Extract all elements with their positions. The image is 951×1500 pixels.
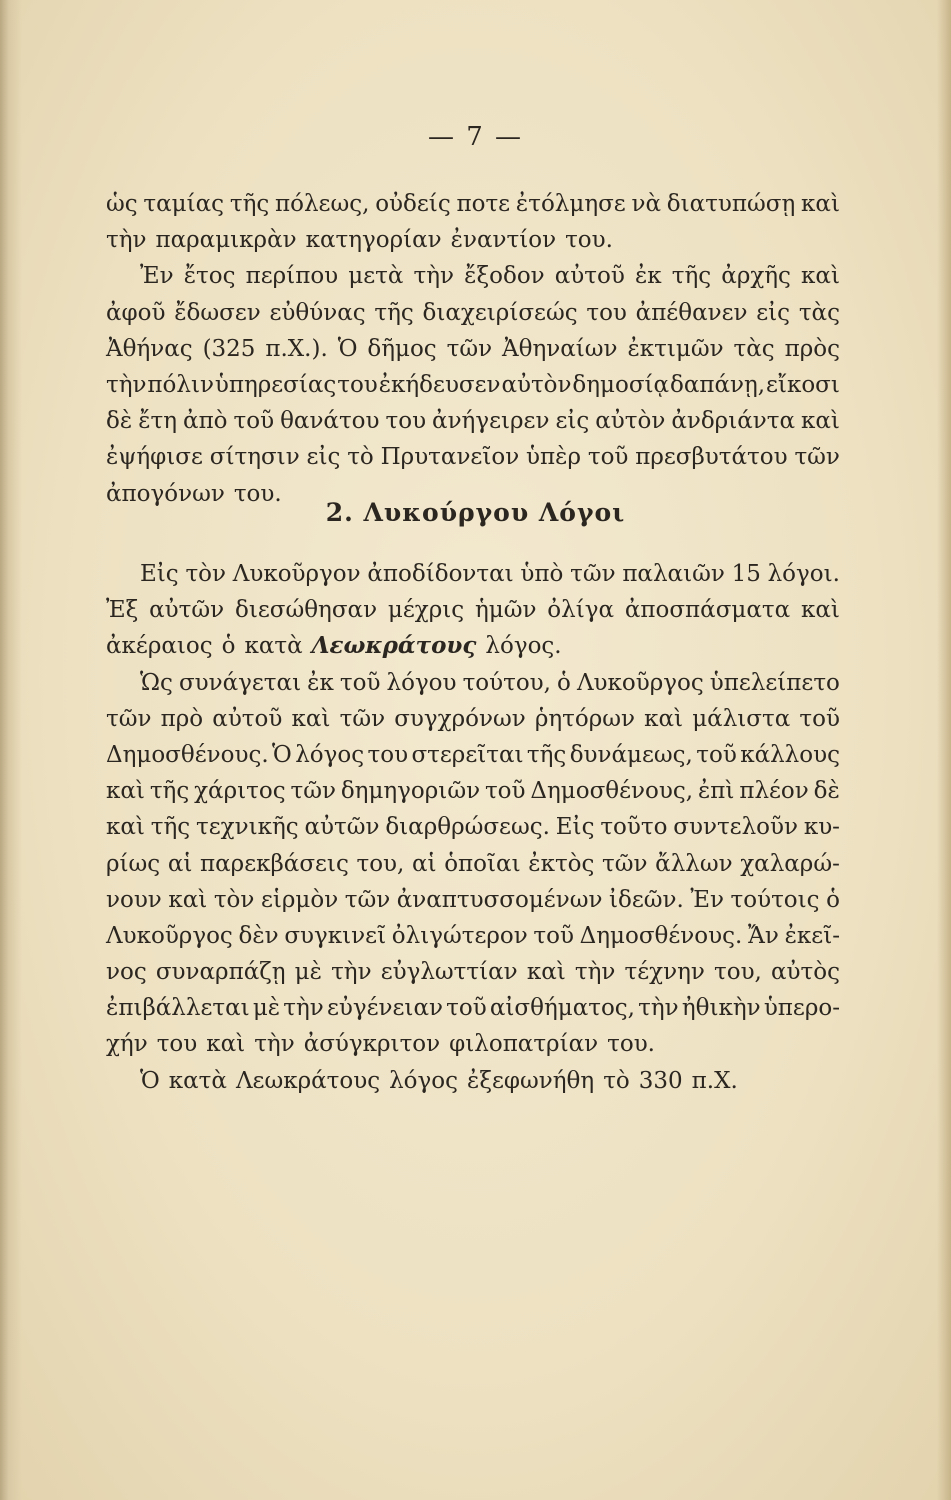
section-body <box>106 556 840 1099</box>
text-line: τὴν παραμικρὰν κατηγορίαν ἐναντίον του. <box>106 227 613 254</box>
text-line: Ἀθήνας (325 π.Χ.). Ὁ δῆμος τῶν Ἀθηναίων ἐκτιμῶν τὰς πρὸς <box>106 335 840 362</box>
text-line: νος συναρπάζῃ μὲ τὴν εὐγλωττίαν καὶ τὴν τέχνην του, αὐτὸς <box>106 959 840 986</box>
text-line: ὡς ταμίας τῆς πόλεως, οὐδείς ποτε ἐτόλμησε νὰ διατυπώσῃ καὶ <box>106 191 840 217</box>
text-line: Λυκοῦργος δὲν συγκινεῖ ὀλιγώτερον τοῦ Δημοσθένους. Ἄν ἐκεῖ- <box>106 922 840 949</box>
page-left-edge-shadow <box>0 0 22 1500</box>
text-line: Ὡς συνάγεται ἐκ τοῦ λόγου τούτου, ὁ Λυκοῦργος ὑπελείπετο <box>140 669 840 696</box>
text-line: τὴν πόλιν ὑπηρεσίας του ἐκήδευσεν αὐτὸν δημοσίᾳ δαπάνῃ, εἴκοσι <box>106 371 840 398</box>
text-line: καὶ τῆς χάριτος τῶν δημηγοριῶν τοῦ Δημοσθένους, ἐπὶ πλέον δὲ <box>106 778 840 805</box>
text-line: δὲ ἔτη ἀπὸ τοῦ θανάτου του ἀνήγειρεν εἰς αὐτὸν ἀνδριάντα καὶ <box>106 408 840 435</box>
text-line: ἀπογόνων του. <box>106 480 282 507</box>
page-number: — 7 — <box>427 122 524 152</box>
text-line: Ὁ κατὰ Λεωκράτους λόγος ἐξεφωνήθη τὸ 330 π.Χ. <box>140 1067 738 1094</box>
text-line: ἐψήφισε σίτησιν εἰς τὸ Πρυτανεῖον ὑπὲρ τοῦ πρεσβυτάτου τῶν <box>106 444 840 471</box>
text-line: τῶν πρὸ αὐτοῦ καὶ τῶν συγχρόνων ῥητόρων καὶ μάλιστα τοῦ <box>106 705 840 732</box>
text-line: καὶ τῆς τεχνικῆς αὐτῶν διαρθρώσεως. Εἰς τοῦτο συντελοῦν κυ- <box>106 814 840 841</box>
text-line: Ἐν ἔτος περίπου μετὰ τὴν ἔξοδον αὐτοῦ ἐκ τῆς ἀρχῆς καὶ <box>140 263 840 290</box>
paragraph-biography-end <box>106 186 840 512</box>
page-right-edge-shadow <box>937 0 951 1500</box>
text-line: Εἰς τὸν Λυκοῦργον ἀποδίδονται ὑπὸ τῶν παλαιῶν 15 λόγοι. <box>140 561 840 587</box>
text-line: νουν καὶ τὸν εἱρμὸν τῶν ἀναπτυσσομένων ἰδεῶν. Ἐν τούτοις ὁ <box>106 886 840 913</box>
text-line: Ἐξ αὐτῶν διεσώθησαν μέχρις ἡμῶν ὀλίγα ἀποσπάσματα καὶ <box>106 597 840 624</box>
text-line: ἐπιβάλλεται μὲ τὴν εὐγένειαν τοῦ αἰσθήματος, τὴν ἠθικὴν ὑπερο- <box>106 995 840 1022</box>
text-line: ἀκέραιος ὁ κατὰ Λεωκράτους λόγος. <box>106 628 840 664</box>
text-line: ρίως αἱ παρεκβάσεις του, αἱ ὁποῖαι ἐκτὸς τῶν ἄλλων χαλαρώ- <box>106 850 840 877</box>
speech-title: Λεωκράτους <box>311 632 477 660</box>
section-heading: 2. Λυκούργου Λόγοι <box>325 498 626 527</box>
text-line: ἀφοῦ ἔδωσεν εὐθύνας τῆς διαχειρίσεώς του ἀπέθανεν εἰς τὰς <box>106 299 840 326</box>
text-line: Δημοσθένους. Ὁ λόγος του στερεῖται τῆς δυνάμεως, τοῦ κάλλους <box>106 741 840 768</box>
text-line: χήν του καὶ τὴν ἀσύγκριτον φιλοπατρίαν του. <box>106 1031 655 1058</box>
